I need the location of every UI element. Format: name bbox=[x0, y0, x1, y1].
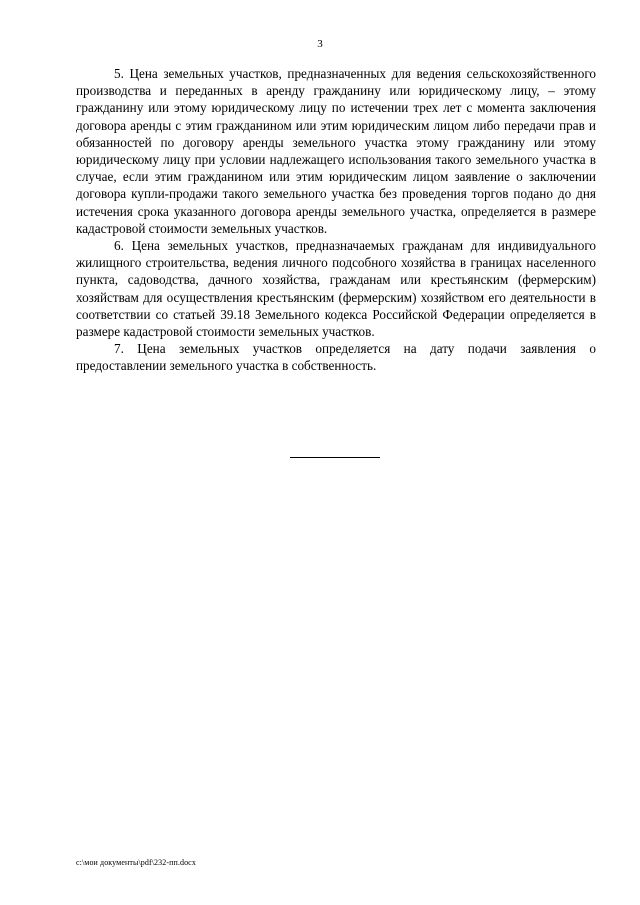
paragraph-6: 6. Цена земельных участков, предназначаемых гражданам для индивидуального жилищного строительства, ведения личного подсобного хозяйства в границах населенного пункта, садоводства, дачного хозяйства, гражданам или крестьянским (фермерским) хозяйствам для осуществления крестьянским (фермерским) хозяйством его деятельности в соответствии со статьей 39.18 Земельного кодекса Российской Федерации определяется в размере кадастровой стоимости земельных участков. bbox=[76, 238, 596, 340]
paragraph-5: 5. Цена земельных участков, предназначенных для ведения сельскохозяйственного производства и переданных в аренду гражданину или юридическому лицу, – этому гражданину или этому юридическому лицу по истечении трех лет с момента заключения договора аренды с этим гражданином или этим юридическим лицом либо передачи прав и обязанностей по договору аренды земельного участка этому гражданину или этому юридическому лицу при условии надлежащего использования такого земельного участка в случае, если этим гражданином или этим юридическим лицом заявление о заключении договора купли-продажи такого земельного участка без проведения торгов подано до дня истечения срока указанного договора аренды земельного участка, определяется в размере кадастровой стоимости земельных участков. bbox=[76, 66, 596, 236]
page-number: 3 bbox=[317, 38, 323, 50]
end-separator-line bbox=[290, 457, 380, 458]
document-body bbox=[76, 65, 596, 375]
footer-file-path: c:\мои документы\pdf\232-пп.docx bbox=[76, 858, 196, 867]
paragraph-7: 7. Цена земельных участков определяется на дату подачи заявления о предоставлении земельного участка в собственность. bbox=[76, 341, 596, 374]
